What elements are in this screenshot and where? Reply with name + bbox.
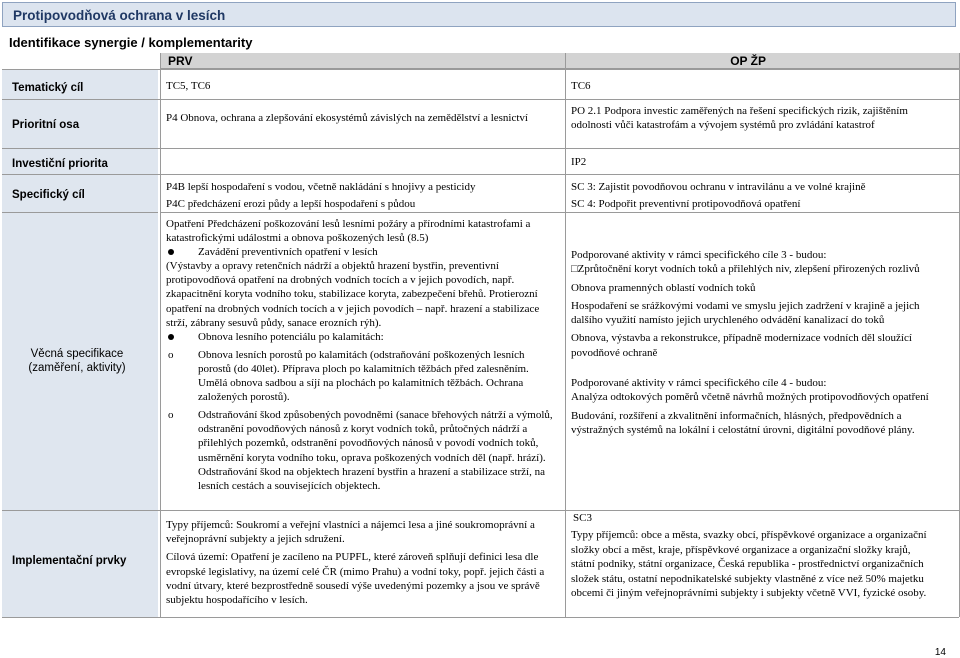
op-implementacni-prvky [571,511,936,600]
prv-vecna-specifikace [166,217,560,493]
page-subtitle: Identifikace synergie / komplementarity [9,35,253,50]
prv-specificky-cil-item: P4B lepší hospodaření s vodou, včetně nakládání s hnojivy a pesticidy [166,181,476,193]
page-title: Protipovodňová ochrana v lesích [13,8,226,23]
prv-bullet-title: Obnova lesního potenciálu po kalamitách: [198,330,384,343]
row-label-investicni-priorita: Investiční priorita [12,158,108,170]
prv-target-area: Cílová území: Opatření je zacíleno na PUPFL, které zároveň splňují definici lesa dle evropské legislativy, na území celé ČR (mimo Prahu) a vodní toky, popř. jejich části a vodní útvary, které bezprostředně sousedí výše uvedenými pozemky a jsou ve správě subjektu hospodařícího v lesích. [166,551,545,607]
bullet-icon [168,334,174,340]
op-specificky-cil-list [571,180,936,211]
grid-line [2,99,959,100]
op-investicni-priorita: IP2 [571,156,587,168]
op-specificky-cil-item: SC 3: Zajistit povodňovou ochranu v intravilánu a ve volné krajině [571,181,866,193]
grid-line [2,148,959,149]
prv-implementacni-prvky [166,518,560,607]
placeholder-glyph-icon: □ [571,263,578,276]
grid-line [2,212,158,213]
op-recipients: Typy příjemců: obce a města, svazky obcí, příspěvkové organizace a organizační složky obcí a měst, kraje, příspěvkové organizace a organizační složky krajů, státní podniky, státní organizace, Česká republika - prostřednictví organizačních složek státu, ostatní nepodnikatelské subjekty vlastněné z více než 50% majetku obcemi či jiným veřejnoprávními subjekty i subjekty včetně VVI, fyzické osoby. [571,529,927,600]
op-activity-heading: Podporované aktivity v rámci specifického cíle 4 - budou: [571,377,827,390]
op-activity: Obnova, výstavba a rekonstrukce, případně modernizace vodních děl sloužící povodňové ochraně [571,332,912,359]
grid-line [2,617,959,618]
op-activity: Analýza odtokových poměrů včetně návrhů možných protipovodňových opatření [571,391,929,404]
prv-subitem-text: Obnova lesních porostů po kalamitách (odstraňování poškozených lesních porostů (do 40let). Příprava ploch po kalamitních těžbách před zalesněním. Umělá obnova sadbou a síjí na plochách po kalamitních těžbách. Ochrana založených porostů). [198,348,529,404]
row-labels-column [2,70,158,617]
op-sc-label: SC3 [573,512,592,524]
prv-bullet-item [166,330,560,344]
prv-measure-intro: Opatření Předcházení poškozování lesů lesními požáry a přírodními katastrofami a katastrofickými událostmi a obnova poškozených lesů (8.5) [166,218,531,245]
row-label-specificky-cil: Specifický cíl [12,189,85,201]
op-specificky-cil-item: SC 4: Podpořit preventivní protipovodňová opatření [571,198,801,211]
column-header-op: OP ŽP [565,53,959,69]
column-header-prv: PRV [160,53,565,69]
prv-subitem [166,408,560,493]
grid-line [565,53,566,617]
row-label-implementacni-prvky: Implementační prvky [12,555,127,567]
prv-tematicky-cil: TC5, TC6 [166,80,211,92]
row-label-vecna-specifikace: Věcná specifikace (zaměření, aktivity) [28,348,126,374]
prv-bullet-item [166,245,560,259]
grid-line [2,174,959,175]
grid-line [160,53,161,617]
prv-bullet-detail: (Výstavby a opravy retenčních nádrží a objektů hrazení bystřin, preventivní protipovodňová opatření na drobných vodních tocích a v jejich povodích, např. zkapacitnění koryta vodního toku, stabilizace koryta, zabezpečení břehů. Protierozní opatření na drobných vodních tocích a v jejich povodích – např. hrazení a stabilizace strží, zábrany sesuvů půdy, sanace erozních rýh). [166,260,540,329]
op-vecna-specifikace [571,248,936,437]
prv-bullet-title: Zavádění preventivních opatření v lesích [198,246,378,259]
grid-line [160,212,959,213]
circle-bullet-icon: o [168,409,174,422]
prv-specificky-cil-item: P4C předcházení erozi půdy a lepší hospodaření s půdou [166,198,416,211]
prv-subitem [166,348,560,404]
row-label-prioritni-osa: Prioritní osa [12,119,80,131]
title-banner [2,2,956,27]
op-activity: Hospodaření se srážkovými vodami ve smyslu jejich zadržení v krajině a jejich dalšího využití namísto jejich urychleného odvádění kanalizací do toků [571,299,920,327]
page-number: 14 [934,647,946,658]
op-prioritni-osa: PO 2.1 Podpora investic zaměřených na řešení specifických rizik, zajištěním odolnosti vůči katastrofám a vývojem systémů pro zvládání katastrof [571,105,908,132]
prv-recipients: Typy příjemců: Soukromí a veřejní vlastníci a nájemci lesa a jiné soukromoprávní a veřejnoprávní subjekty a jejich sdružení. [166,519,535,546]
bullet-icon [168,249,174,255]
op-activity: Obnova pramenných oblastí vodních toků [571,281,756,294]
prv-subitem-text: Odstraňování škod způsobených povodněmi (sanace břehových nátrží a výmolů, odstranění povodňových nánosů z koryt vodních toků, průtočných nádrží a přilehlých pozemků, odstranění povodňových nánosů v povodí vodních toků, usměrnění koryta vodního toku, oprava poškozených vodních děl (např. hrází). Odstraňování škod na objektech hrazení bystřin a hrazení a stabilizace strží, na lesních cestách a souvisejících objektech. [198,409,553,492]
op-activity-heading: Podporované aktivity v rámci specifického cíle 3 - budou: [571,249,827,261]
circle-bullet-icon: o [168,348,174,361]
op-activity: □Zprůtočnění koryt vodních toků a přilehlých niv, zlepšení přirozených rozlivů [571,263,920,276]
prv-specificky-cil-list [166,180,560,211]
grid-line [2,69,959,70]
prv-prioritni-osa: P4 Obnova, ochrana a zlepšování ekosystémů závislých na zemědělství a lesnictví [166,112,528,124]
op-tematicky-cil: TC6 [571,80,591,92]
row-label-tematicky-cil: Tematický cíl [12,82,84,94]
op-activity: Budování, rozšíření a zkvalitnění informačních, hlásných, předpovědních a výstražných systémů na lokální i celostátní úrovni, digitální povodňové plány. [571,409,915,436]
